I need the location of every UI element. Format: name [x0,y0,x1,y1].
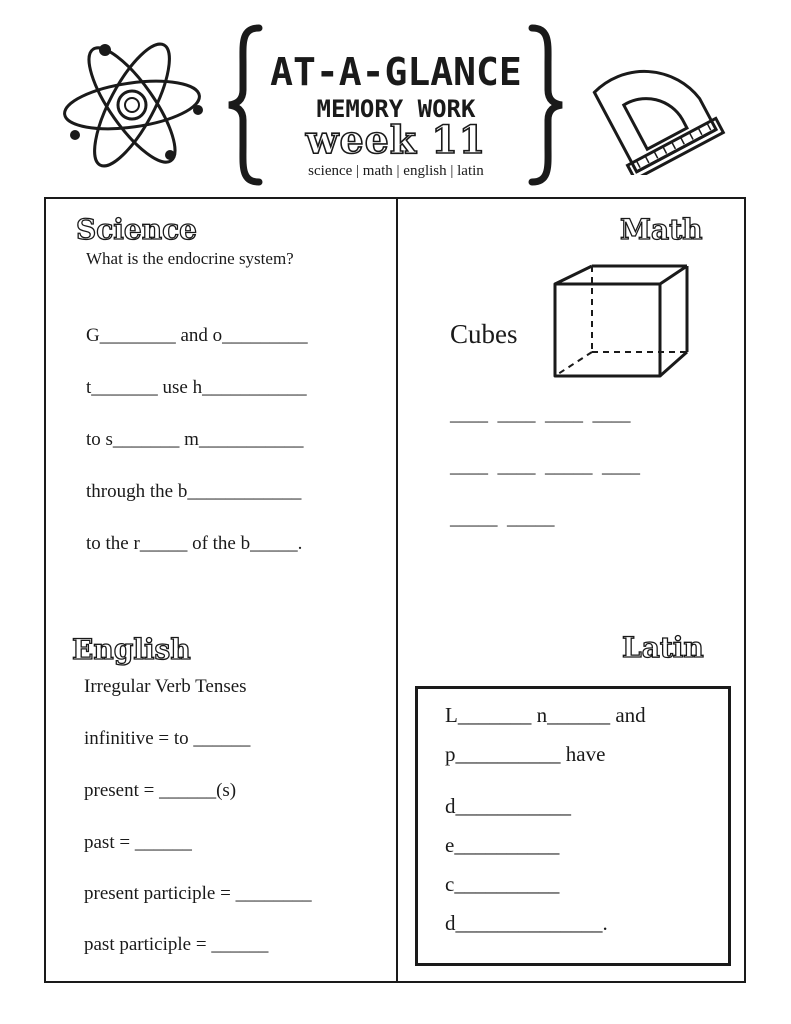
math-blank-row: _____ _____ [450,508,555,529]
science-line: G________ and o_________ [86,325,308,346]
latin-line: d______________. [445,911,608,935]
english-subheading: Irregular Verb Tenses [84,676,247,697]
science-line: to the r_____ of the b_____. [86,533,303,554]
latin-line: d___________ [445,794,571,818]
protractor-icon [585,45,730,175]
english-line: present = ______(s) [84,780,237,801]
science-line: through the b____________ [86,481,302,502]
column-divider [396,198,398,982]
latin-line: e__________ [445,833,560,857]
english-line: past = ______ [84,832,192,853]
english-line: infinitive = to ______ [84,728,251,749]
science-line: t_______ use h___________ [86,377,307,398]
english-line: present participle = ________ [84,883,312,904]
latin-line: c__________ [445,872,560,896]
latin-line: p__________ have [445,742,606,766]
math-heading: Math [620,213,703,246]
english-line: past participle = ______ [84,934,269,955]
latin-heading: Latin [622,631,704,664]
science-line: to s_______ m___________ [86,429,304,450]
latin-line: L_______ n______ and [445,703,646,727]
math-topic: Cubes [450,319,518,349]
math-blank-row: ____ ____ _____ ____ [450,456,640,477]
page-title: AT-A-GLANCE [270,50,522,94]
cube-icon [550,262,692,380]
subjects-list: science | math | english | latin [308,163,484,179]
page-subtitle: MEMORY WORK [316,95,476,123]
math-blank-row: ____ ____ ____ ____ [450,404,631,425]
week-label: week 11 [305,117,487,162]
science-heading: Science [76,213,197,246]
science-question: What is the endocrine system? [86,249,294,268]
english-heading: English [72,633,191,666]
atom-icon [60,35,210,175]
